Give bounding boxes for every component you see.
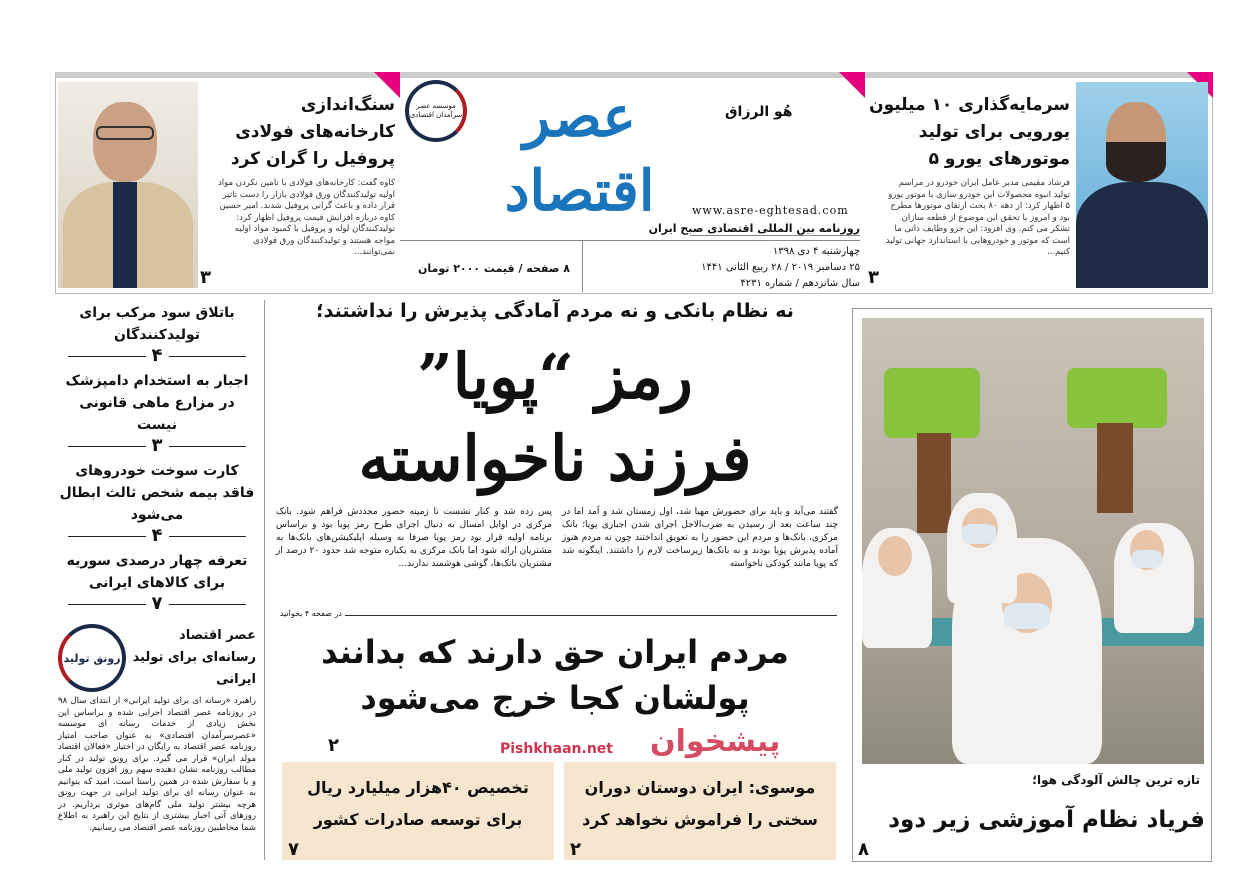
lead-headline: رمز “پویا” [417,340,693,413]
continued-link[interactable]: در صفحه ۴ بخوانید [279,609,342,618]
motto: هُو الرزاق [725,104,793,120]
page-ref: ۲ [328,735,339,756]
tagline: روزنامه بین المللی اقتصادی صبح ایران [648,222,860,235]
top-left-headline: سنگ‌اندازی کارخانه‌های فولادی پروفیل را گران کرد [230,95,395,169]
sidebar-item[interactable]: اجبار به استخدام دامپزشک در مزارع ماهی قانونی نیست ۳ [65,373,249,456]
corner-accent [839,72,865,98]
sidebar-item[interactable]: کارت سوخت خودروهای فاقد بیمه شخص ثالث ابطال می‌شود ۴ [59,463,255,546]
lead-kicker: نه نظام بانکی و نه مردم آمادگی پذیرش را نداشتند؛ [316,300,794,322]
second-headline: پولشان کجا خرج می‌شود [360,679,750,717]
second-headline: مردم ایران حق دارند که بدانند [321,633,789,671]
issue-info: چهارشنبه ۴ دی ۱۳۹۸ ۲۵ دسامبر ۲۰۱۹ / ۲۸ ربیع الثانی ۱۴۴۱ سال شانزدهم / شماره ۴۲۳۱ [701,246,860,289]
sidebar-feature [58,624,256,692]
page-ref: ۷ [288,839,299,860]
classroom-photo [862,318,1204,764]
page-ref: ۳ [868,267,879,288]
page-ref: ۳ [200,267,211,288]
top-left-body: کاوه گفت: کارخانه‌های فولادی با تامین نکردن مواد اولیه تولیدکنندگان ورق فولادی بازار را دست تاثیر قرار داده و باعث گرانی پروفیل شدند. امیر حسین کاوه درباره افزایش قیمت پروفیل اظهار کرد: تولیدکنندگان لوله و پروفیل با کمبود مواد اولیه مواجه هستند و تولیدکنندگان ورق فولادی نمی‌توانند... [217,178,395,257]
news-box[interactable]: تخصیص ۴۰هزار میلیارد ریال برای توسعه صادرات کشور [282,762,554,860]
institute-seal: موسسه عصر سرآمدان اقتصادی [405,80,467,142]
photo-kicker: تازه ترین چالش آلودگی هوا؛ [1032,773,1200,787]
news-box[interactable]: موسوی: ایران دوستان دوران سختی را فراموش نخواهد کرد [564,762,836,860]
feature-body: راهبرد «رسانه ای برای تولید ایرانی» از ابتدای سال ۹۸ در روزنامه عصر اقتصاد اجرایی شده و براساس این بخش زیادی از خدمات رسانه ای موسسه «عصرسرآمدان اقتصادی» به عنوان صاحب امتیاز روزنامه عصر اقتصاد به رایگان در اختیار «فعالان اقتصاد مولد ایران» قرار می گیرد. برای رونق تولید در کنار مطالب روزنامه نشان دهنده سهم روز افزون تولید ملی و با سفارش شده در همین راستا است. امید که بتوانیم به عنوان رسانه ای برای تولید ایرانی در جهت رونق هرچه بیشتر تولید ملی گام‌های موثری برداریم. در روزهای آتی اخبار بیشتری از نتایج این راهبرد به اطلاع شما مخاطبین روزنامه عصر اقتصاد می رسانیم. [58,696,256,833]
lead-headline: فرزند ناخواسته [358,422,752,495]
portrait-photo [1076,82,1208,288]
watermark-logo: پیشخوان [650,724,781,759]
lead-body-column: پس زده شد و کنار نشست تا زمینه حضور مجددش فراهم شود. بانک مرکزی در اوایل امسال به دنبال اجرای طرح رمز پویا بود و براساس برنامه اولیه قرار بود رمز پویا صرفا به وسیله اپلیکیشن‌های بانک‌ها به مشتریان ارائه شود اما بانک مرکزی به یکباره متوجه شد حدود ۲۰ درصد از مشتریان بانک‌ها، گوشی هوشمند ندارند... [276,507,552,569]
top-right-headline: سرمایه‌گذاری ۱۰ میلیون یورویی برای تولید موتورهای یورو ۵ [869,95,1070,169]
website-url: www.asre-eghtesad.com [692,204,849,217]
price: ۸ صفحه / قیمت ۲۰۰۰ تومان [418,262,570,275]
portrait-photo [58,82,198,288]
logo: عصر اقتصاد [504,84,655,224]
sidebar-item[interactable]: تعرفه چهار درصدی سوریه برای کالاهای ایرانی ۷ [66,553,248,614]
feature-title: عصر اقتصاد رسانه‌ای برای تولید ایرانی [132,628,256,687]
lead-body-column: گفتند می‌آید و باید برای حضورش مهیا شد، اول زمستان شد و آمد اما در چند ساعت بعد از رسیدن به ضرب‌الاجل اجرای شدن اجباری پویا؛ بانک مرکزی، بانک‌ها و مردم این حضور را به تعویق انداختند چون نه مردم هنوز آماده پذیرش پویا بودند و نه بانک‌ها زیرساخت لازم را داشتند. اینگونه شد که پویا مانند کودکی ناخواسته [562,507,838,569]
watermark-url: Pishkhaan.net [500,741,613,757]
page-ref: ۸ [858,839,869,860]
photo-headline: فریاد نظام آموزشی زیر دود [888,807,1205,833]
sidebar [58,302,256,834]
sidebar-item[interactable]: باتلاق سود مرکب برای تولیدکنندگان ۴ [58,302,256,370]
top-right-body: فرشاد مقیمی مدیر عامل ایران خودرو در مراسم تولید انبوه محصولات این خودرو سازی با موتور یورو ۵ اظهار کرد: از دهه ۸۰ بحث ارتقای موتورها مطرح بود و امروز با تحقق این موضوع از قطعه سازان تشکر می کنم. وی افزود: این جزو وظایف ذاتی ما است که موتور و خودروهایی با استاندارد جهانی تولید کنیم... [885,178,1070,257]
production-logo: رونق تولید [58,624,126,692]
page-ref: ۲ [570,839,581,860]
